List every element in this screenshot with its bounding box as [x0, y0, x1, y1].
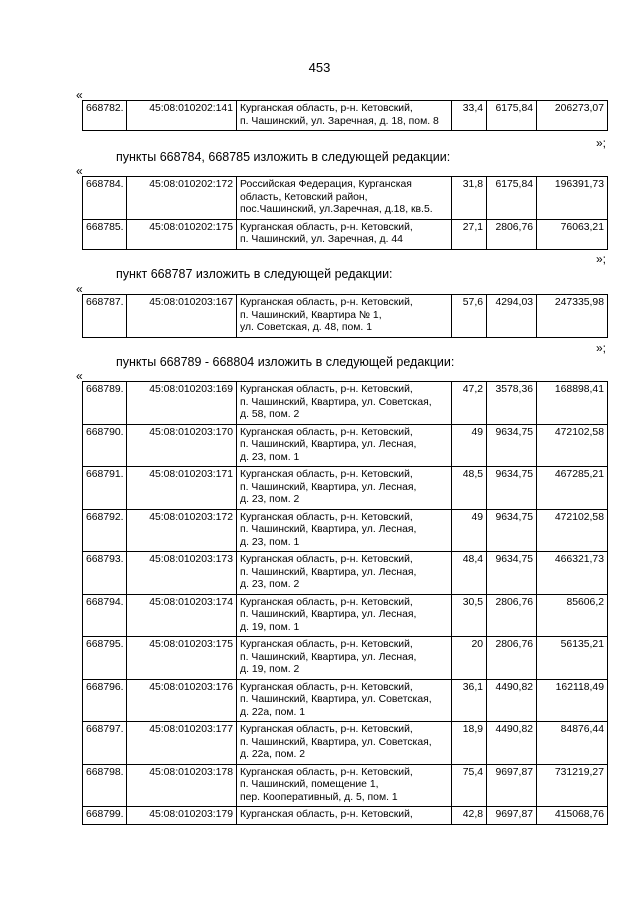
address-line: Российская Федерация, Курганская — [240, 179, 412, 190]
unit-price-cell: 4490,82 — [487, 679, 537, 722]
address-line: Курганская область, р-н. Кетовский, — [240, 809, 413, 820]
address-cell — [237, 722, 452, 765]
address-cell — [237, 382, 452, 425]
area-cell: 20 — [452, 637, 487, 680]
address-cell — [237, 679, 452, 722]
table-row — [83, 552, 608, 595]
address-line: Курганская область, р-н. Кетовский, — [240, 297, 413, 308]
open-quote: « — [76, 88, 83, 102]
address-line: Курганская область, р-н. Кетовский, — [240, 681, 413, 693]
open-quote: « — [76, 369, 83, 383]
area-cell: 27,1 — [452, 219, 487, 249]
unit-price-cell: 2806,76 — [487, 594, 537, 637]
cadastral-number-cell: 45:08:010203:179 — [127, 807, 237, 825]
address-line: Курганская область, р-н. Кетовский, — [240, 426, 413, 438]
area-cell: 42,8 — [452, 807, 487, 825]
cadastral-number-cell: 45:08:010203:175 — [127, 637, 237, 680]
cadastral-value-cell: 415068,76 — [537, 807, 608, 825]
address-cell — [237, 101, 452, 131]
address-line: п. Чашинский, ул. Заречная, д. 44 — [240, 234, 403, 245]
area-cell: 31,8 — [452, 177, 487, 220]
close-quote: »; — [596, 136, 607, 150]
address-line: д. 22а, пом. 2 — [240, 749, 306, 760]
address-line: д. 19, пом. 2 — [240, 664, 300, 675]
address-cell — [237, 177, 452, 220]
address-line: п. Чашинский, Квартира № 1, — [240, 309, 382, 321]
registry-table — [82, 176, 608, 250]
cadastral-value-cell: 168898,41 — [537, 382, 608, 425]
address-line: п. Чашинский, Квартира, ул. Лесная, — [240, 439, 417, 450]
cadastral-number-cell: 45:08:010203:170 — [127, 424, 237, 467]
cadastral-value-cell: 56135,21 — [537, 637, 608, 680]
address-line: Курганская область, р-н. Кетовский, — [240, 221, 413, 233]
address-line: ул. Советская, д. 48, пом. 1 — [240, 322, 372, 333]
area-cell: 49 — [452, 509, 487, 552]
close-quote: »; — [596, 341, 607, 355]
cadastral-value-cell: 731219,27 — [537, 764, 608, 807]
table-row — [83, 807, 608, 825]
address-line: Курганская область, р-н. Кетовский, — [240, 511, 413, 523]
table-row — [83, 637, 608, 680]
address-line: Курганская область, р-н. Кетовский, — [240, 766, 413, 778]
unit-price-cell: 6175,84 — [487, 101, 537, 131]
item-number-cell: 668787. — [83, 295, 127, 338]
address-cell — [237, 509, 452, 552]
cadastral-number-cell: 45:08:010203:176 — [127, 679, 237, 722]
cadastral-value-cell: 472102,58 — [537, 509, 608, 552]
item-number-cell: 668799. — [83, 807, 127, 825]
address-line: область, Кетовский район, — [240, 191, 368, 203]
table-row — [83, 679, 608, 722]
address-line: Курганская область, р-н. Кетовский, — [240, 103, 413, 114]
address-line: д. 23, пом. 1 — [240, 451, 300, 463]
address-line: п. Чашинский, Квартира, ул. Лесная, — [240, 481, 417, 493]
item-number-cell: 668792. — [83, 509, 127, 552]
cadastral-number-cell: 45:08:010203:174 — [127, 594, 237, 637]
cadastral-number-cell: 45:08:010203:178 — [127, 764, 237, 807]
address-cell — [237, 637, 452, 680]
cadastral-number-cell: 45:08:010203:171 — [127, 467, 237, 510]
address-line: д. 58, пом. 2 — [240, 409, 300, 420]
table-row — [83, 467, 608, 510]
address-line: Курганская область, р-н. Кетовский, — [240, 596, 413, 608]
address-line: Курганская область, р-н. Кетовский, — [240, 554, 413, 565]
unit-price-cell: 9634,75 — [487, 467, 537, 510]
table-row — [83, 101, 608, 131]
item-number-cell: 668796. — [83, 679, 127, 722]
table-row — [83, 722, 608, 765]
cadastral-value-cell: 196391,73 — [537, 177, 608, 220]
registry-table — [82, 381, 608, 825]
table-row — [83, 382, 608, 425]
address-line: д. 22а, пом. 1 — [240, 706, 306, 718]
cadastral-number-cell: 45:08:010203:167 — [127, 295, 237, 338]
address-line: п. Чашинский, Квартира, ул. Лесная, — [240, 566, 417, 578]
address-line: п. Чашинский, Квартира, ул. Советская, — [240, 396, 432, 408]
cadastral-number-cell: 45:08:010202:172 — [127, 177, 237, 220]
address-cell — [237, 424, 452, 467]
unit-price-cell: 9697,87 — [487, 764, 537, 807]
address-line: д. 23, пом. 1 — [240, 536, 300, 548]
area-cell: 36,1 — [452, 679, 487, 722]
cadastral-number-cell: 45:08:010203:172 — [127, 509, 237, 552]
cadastral-value-cell: 84876,44 — [537, 722, 608, 765]
address-cell — [237, 807, 452, 825]
table-row — [83, 295, 608, 338]
unit-price-cell: 3578,36 — [487, 382, 537, 425]
unit-price-cell: 2806,76 — [487, 219, 537, 249]
unit-price-cell: 9634,75 — [487, 509, 537, 552]
table-row — [83, 764, 608, 807]
unit-price-cell: 4490,82 — [487, 722, 537, 765]
area-cell: 49 — [452, 424, 487, 467]
address-cell — [237, 764, 452, 807]
cadastral-number-cell: 45:08:010202:141 — [127, 101, 237, 131]
table-row — [83, 594, 608, 637]
address-line: пер. Кооперативный, д. 5, пом. 1 — [240, 791, 398, 803]
amendment-paragraph: пункты 668789 - 668804 изложить в следующей редакции: — [116, 355, 455, 369]
item-number-cell: 668797. — [83, 722, 127, 765]
address-line: Курганская область, р-н. Кетовский, — [240, 724, 413, 735]
registry-table — [82, 294, 608, 338]
cadastral-number-cell: 45:08:010202:175 — [127, 219, 237, 249]
unit-price-cell: 6175,84 — [487, 177, 537, 220]
address-line: д. 19, пом. 1 — [240, 621, 300, 633]
area-cell: 47,2 — [452, 382, 487, 425]
item-number-cell: 668789. — [83, 382, 127, 425]
cadastral-value-cell: 206273,07 — [537, 101, 608, 131]
item-number-cell: 668798. — [83, 764, 127, 807]
cadastral-value-cell: 76063,21 — [537, 219, 608, 249]
unit-price-cell: 4294,03 — [487, 295, 537, 338]
cadastral-value-cell: 162118,49 — [537, 679, 608, 722]
unit-price-cell: 9634,75 — [487, 424, 537, 467]
table-row — [83, 219, 608, 249]
address-line: Курганская область, р-н. Кетовский, — [240, 639, 413, 650]
address-line: п. Чашинский, помещение 1, — [240, 779, 379, 790]
address-cell — [237, 552, 452, 595]
cadastral-value-cell: 472102,58 — [537, 424, 608, 467]
address-line: п. Чашинский, Квартира, ул. Лесная, — [240, 609, 417, 620]
unit-price-cell: 9634,75 — [487, 552, 537, 595]
item-number-cell: 668794. — [83, 594, 127, 637]
address-line: п. Чашинский, ул. Заречная, д. 18, пом. 8 — [240, 115, 439, 127]
close-quote: »; — [596, 252, 607, 266]
address-cell — [237, 594, 452, 637]
area-cell: 48,4 — [452, 552, 487, 595]
item-number-cell: 668784. — [83, 177, 127, 220]
amendment-paragraph: пункты 668784, 668785 изложить в следующей редакции: — [116, 150, 451, 164]
item-number-cell: 668782. — [83, 101, 127, 131]
open-quote: « — [76, 164, 83, 178]
address-line: д. 23, пом. 2 — [240, 579, 300, 590]
address-cell — [237, 467, 452, 510]
area-cell: 18,9 — [452, 722, 487, 765]
address-line: пос.Чашинский, ул.Заречная, д.18, кв.5. — [240, 204, 433, 215]
cadastral-value-cell: 466321,73 — [537, 552, 608, 595]
address-line: д. 23, пом. 2 — [240, 494, 300, 505]
address-line: п. Чашинский, Квартира, ул. Лесная, — [240, 524, 417, 535]
item-number-cell: 668795. — [83, 637, 127, 680]
address-line: п. Чашинский, Квартира, ул. Советская, — [240, 736, 432, 748]
cadastral-value-cell: 467285,21 — [537, 467, 608, 510]
area-cell: 30,5 — [452, 594, 487, 637]
item-number-cell: 668793. — [83, 552, 127, 595]
area-cell: 75,4 — [452, 764, 487, 807]
address-cell — [237, 295, 452, 338]
area-cell: 48,5 — [452, 467, 487, 510]
table-row — [83, 509, 608, 552]
unit-price-cell: 9697,87 — [487, 807, 537, 825]
cadastral-number-cell: 45:08:010203:177 — [127, 722, 237, 765]
cadastral-value-cell: 85606,2 — [537, 594, 608, 637]
registry-table — [82, 100, 608, 131]
cadastral-number-cell: 45:08:010203:173 — [127, 552, 237, 595]
item-number-cell: 668785. — [83, 219, 127, 249]
address-line: п. Чашинский, Квартира, ул. Советская, — [240, 694, 432, 705]
address-line: Курганская область, р-н. Кетовский, — [240, 469, 413, 480]
item-number-cell: 668790. — [83, 424, 127, 467]
address-line: Курганская область, р-н. Кетовский, — [240, 384, 413, 395]
address-cell — [237, 219, 452, 249]
table-row — [83, 424, 608, 467]
cadastral-value-cell: 247335,98 — [537, 295, 608, 338]
page-number: 453 — [308, 60, 331, 75]
open-quote: « — [76, 282, 83, 296]
table-row — [83, 177, 608, 220]
area-cell: 57,6 — [452, 295, 487, 338]
cadastral-number-cell: 45:08:010203:169 — [127, 382, 237, 425]
amendment-paragraph: пункт 668787 изложить в следующей редакции: — [116, 267, 393, 281]
item-number-cell: 668791. — [83, 467, 127, 510]
unit-price-cell: 2806,76 — [487, 637, 537, 680]
address-line: п. Чашинский, Квартира, ул. Лесная, — [240, 651, 417, 663]
area-cell: 33,4 — [452, 101, 487, 131]
